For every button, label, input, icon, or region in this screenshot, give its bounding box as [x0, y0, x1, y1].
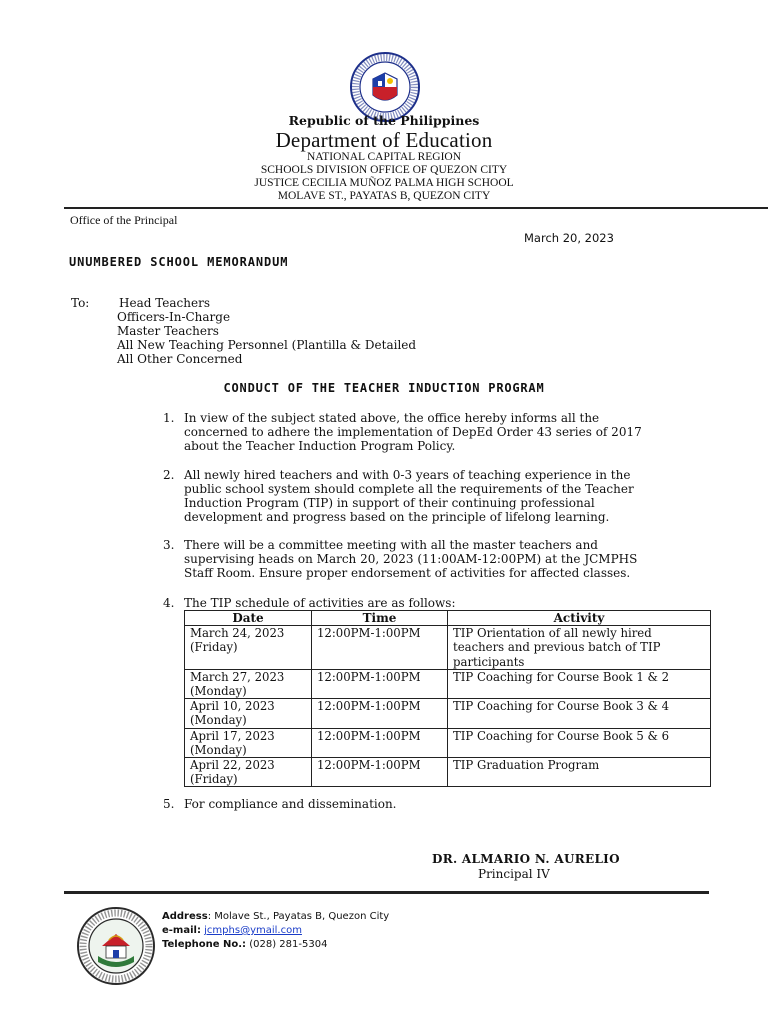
time-cell: 12:00PM-1:00PM — [312, 669, 448, 698]
phone-label: Telephone No.: — [162, 939, 247, 950]
recipient: Head Teachers — [119, 296, 210, 310]
item-text-line: For compliance and dissemination. — [184, 797, 397, 811]
date-cell — [185, 728, 312, 757]
item-number: 3. — [163, 538, 175, 552]
activity-cell — [448, 728, 711, 757]
footer-email — [162, 924, 302, 938]
office-label: Office of the Principal — [70, 213, 178, 227]
date-cell — [185, 669, 312, 698]
item-number: 5. — [163, 797, 175, 811]
item-text-line: There will be a committee meeting with all the master teachers and — [184, 538, 598, 552]
to-label: To: — [71, 296, 90, 310]
date-cell — [185, 758, 312, 787]
date-text: March 24, 2023 — [190, 626, 285, 641]
footer-address — [162, 910, 389, 924]
day-text: (Friday) — [190, 640, 238, 655]
header-divider — [64, 207, 768, 209]
republic-line: Republic of the Philippines — [288, 113, 480, 128]
school-logo-icon — [76, 906, 156, 986]
signatory-name: DR. ALMARIO N. AURELIO — [432, 852, 620, 866]
item-text-line: public school system should complete all the requirements of the Teacher — [184, 482, 634, 497]
date-text: April 10, 2023 — [190, 699, 275, 714]
signatory-title: Principal IV — [478, 867, 550, 881]
activity-text: TIP Coaching for Course Book 1 & 2 — [453, 669, 670, 684]
recipient: Officers-In-Charge — [117, 310, 231, 324]
activity-text: TIP Graduation Program — [453, 758, 600, 773]
recipient: Master Teachers — [117, 324, 219, 338]
recipient: All New Teaching Personnel (Plantilla & Detailed — [117, 338, 417, 352]
table-header-row — [185, 611, 711, 626]
item-number: 4. — [163, 596, 175, 610]
date-text: April 17, 2023 — [190, 728, 275, 743]
email-label: e-mail: — [162, 925, 201, 936]
memo-date: March 20, 2023 — [524, 231, 614, 245]
item-number: 1. — [163, 411, 175, 425]
activity-cell — [448, 699, 711, 728]
day-text: (Monday) — [190, 684, 247, 699]
column-header-activity: Activity — [448, 611, 711, 626]
email-link[interactable]: jcmphs@ymail.com — [204, 925, 302, 936]
item-text-line: concerned to adhere the implementation of DepEd Order 43 series of 2017 — [184, 425, 642, 440]
footer-phone — [162, 938, 327, 952]
column-header-date: Date — [185, 611, 312, 626]
address-line: MOLAVE ST., PAYATAS B, QUEZON CITY — [277, 190, 491, 202]
time-cell: 12:00PM-1:00PM — [312, 699, 448, 728]
activity-text: teachers and previous batch of TIP — [453, 640, 661, 655]
item-text-line: Induction Program (TIP) in support of their continuing professional — [184, 496, 595, 511]
date-cell — [185, 626, 312, 670]
column-header-time: Time — [312, 611, 448, 626]
item-text-line: All newly hired teachers and with 0-3 years of teaching experience in the — [184, 468, 631, 482]
activity-text: TIP Orientation of all newly hired — [453, 626, 652, 641]
table-row — [185, 669, 711, 698]
table-row — [185, 699, 711, 728]
recipient: All Other Concerned — [117, 352, 243, 366]
time-cell: 12:00PM-1:00PM — [312, 758, 448, 787]
region-line: NATIONAL CAPITAL REGION — [306, 151, 462, 163]
time-cell: 12:00PM-1:00PM — [312, 728, 448, 757]
date-text: March 27, 2023 — [190, 669, 285, 684]
schedule-table — [184, 610, 711, 787]
table-row — [185, 626, 711, 670]
date-cell — [185, 699, 312, 728]
division-line: SCHOOLS DIVISION OFFICE OF QUEZON CITY — [260, 164, 508, 176]
activity-cell — [448, 669, 711, 698]
item-text-line: supervising heads on March 20, 2023 (11:00AM-12:00PM) at the JCMPHS — [184, 552, 638, 567]
address-label: Address — [162, 911, 208, 922]
item-text-line: The TIP schedule of activities are as follows: — [184, 596, 456, 610]
activity-text: TIP Coaching for Course Book 3 & 4 — [453, 699, 670, 714]
footer-divider — [64, 891, 709, 894]
day-text: (Monday) — [190, 713, 247, 728]
item-text-line: about the Teacher Induction Program Policy. — [184, 439, 456, 454]
day-text: (Friday) — [190, 772, 238, 787]
date-text: April 22, 2023 — [190, 758, 275, 773]
table-row — [185, 728, 711, 757]
recipient-list — [117, 296, 416, 366]
table-row — [185, 758, 711, 787]
activity-text: TIP Coaching for Course Book 5 & 6 — [453, 728, 670, 743]
address-value: : Molave St., Payatas B, Quezon City — [207, 911, 390, 922]
activity-cell — [448, 758, 711, 787]
phone-value: (028) 281-5304 — [246, 939, 328, 950]
memo-subject: CONDUCT OF THE TEACHER INDUCTION PROGRAM — [223, 381, 545, 395]
activity-cell — [448, 626, 711, 670]
item-number: 2. — [163, 468, 175, 482]
department-title: Department of Education — [275, 128, 493, 152]
time-cell: 12:00PM-1:00PM — [312, 626, 448, 670]
activity-text: participants — [453, 654, 525, 669]
day-text: (Monday) — [190, 742, 247, 757]
memo-title: UNUMBERED SCHOOL MEMORANDUM — [69, 255, 289, 269]
school-line: JUSTICE CECILIA MUÑOZ PALMA HIGH SCHOOL — [254, 177, 514, 189]
item-text-line: Staff Room. Ensure proper endorsement of activities for affected classes. — [184, 566, 631, 581]
item-text-line: In view of the subject stated above, the office hereby informs all the — [184, 411, 600, 425]
item-text-line: development and progress based on the principle of lifelong learning. — [184, 510, 610, 525]
